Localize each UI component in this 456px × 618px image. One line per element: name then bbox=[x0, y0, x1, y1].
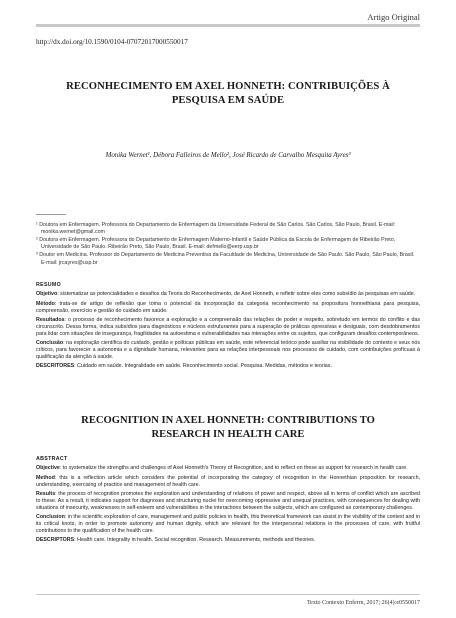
resumo-objetivo bbox=[36, 291, 420, 298]
abstract-method-label: Method bbox=[36, 474, 55, 481]
footnote-3: ³ Doutor em Medicina. Professor do Departamento de Medicina Preventiva da Faculdade de Medicina, Universidade de São Paulo. São Paulo, São Paulo, Brasil. E-mail: jrcayres@usp.br bbox=[36, 252, 415, 266]
abstract-results bbox=[36, 491, 420, 512]
title-english: RECOGNITION IN AXEL HONNETH: CONTRIBUTIONS TO RESEARCH IN HEALTH CARE bbox=[81, 415, 375, 440]
footnote-2: ² Doutora em Enfermagem. Professora do Departamento de Enfermagem Materno-Infantil e Saúde Pública da Escola de Enfermagem de Ribeirão Preto, Universidade de São Paulo. Ribeirão Preto, São Paulo, Brasil. E-mail: defmello@eerp.usp.br bbox=[36, 237, 396, 251]
journal-citation-footer: Texto Contexto Enferm, 2017; 26(4):e0550017 bbox=[306, 600, 420, 606]
footnote-1: ¹ Doutora em Enfermagem. Professora do Departamento de Enfermagem da Universidade Federal de São Carlos. São Carlos, São Paulo, Brasil. E-mail: monika.wernet@gmail.com bbox=[36, 222, 396, 236]
abstract-results-label: Results bbox=[36, 490, 56, 497]
resumo-resultados-text: : o processo de reconhecimento favorece a exploração e a compreensão das relações de poder e respeito, sobretudo em termos do conflito e das circunscrito. Dessa forma, indica subsídios para diagnósticos e núcleos estruturantes para a superação de práticas opressivas e desiguais, com desdobramentos para lidar com situações de insegurança, fragilidades na autoestima e vulnerabilidades nas interações entre os sujeitos, que configuram desafios contemporâneos. bbox=[36, 316, 420, 337]
abstract-objective-text: : to systematize the strengths and challenges of Axel Honneth's Theory of Recognition, and to reflect on these as support for research in health care. bbox=[59, 465, 408, 472]
resumo-descritores-text: : Cuidado em saúde. Integralidade em saúde. Reconhecimento social. Pesquisa. Medidas, métodos e teorias. bbox=[74, 362, 332, 369]
doi-link[interactable]: http://dx.doi.org/10.1590/0104-07072017000550017 bbox=[36, 38, 188, 46]
abstract-objective bbox=[36, 465, 420, 472]
resumo-resultados bbox=[36, 317, 420, 338]
resumo-conclusao bbox=[36, 340, 420, 361]
footnote-rule bbox=[36, 214, 66, 215]
resumo-metodo-label: Método bbox=[36, 300, 55, 307]
abstract-descriptors-text: : Health care. Integrality in health. Social recognition. Research. Measurements, methods and theories. bbox=[74, 536, 316, 543]
resumo-objetivo-label: Objetivo bbox=[36, 291, 58, 298]
abstract-method-text: : this is a reflection article which considers the potential of incorporating the category of recognition in the Honnethian proposition for research, understanding, exercising of practice and management of health care. bbox=[36, 474, 420, 488]
bottom-rule bbox=[36, 594, 420, 595]
article-type: Artigo Original bbox=[367, 12, 420, 22]
title-portuguese: RECONHECIMENTO EM AXEL HONNETH: CONTRIBUIÇÕES À PESQUISA EM SAÚDE bbox=[66, 81, 390, 106]
resumo-descritores-label: DESCRITORES bbox=[36, 362, 75, 369]
resumo-objetivo-text: : sistematizar as potencialidades e desafios da Teoria do Reconhecimento, de Axel Honneth, e refletir sobre eles como subsídio às pesquisas em saúde. bbox=[57, 291, 416, 298]
abstract-method bbox=[36, 475, 420, 489]
top-rule bbox=[36, 24, 420, 27]
abstract-results-text: : the process of recognition promotes the exploration and understanding of relations of power and respect, above all in terms of conflict which are ascribed to these. As a result, it indicates support for diagnoses and structuring nuclei for overcoming oppressive and unequal practices, with consequences for dealing with situations of insecurity, weaknesses in self-esteem and vulnerabilities in the interactions between the subjects, which are configured as contemporary challenges. bbox=[36, 490, 420, 511]
abstract-heading: ABSTRACT bbox=[36, 456, 68, 462]
resumo-section bbox=[36, 282, 420, 372]
resumo-metodo-text: : trata-se de artigo de reflexão que toma o potencial da incorporação da categoria reconhecimento na propositura honnethiana para pesquisa, compreensão, exercício e gestão do cuidado em saúde. bbox=[36, 300, 420, 314]
resumo-descritores bbox=[36, 363, 420, 370]
abstract-conclusion-text: : in the scientific exploration of care, management and public policies in health, this theoretical framework can assist in the visibility of the context and in its critical knots, in order to promote autonomy and human dignity, which are relevant for the interpersonal relations in the processes of care, with fruitful contributions to the qualification of the health care. bbox=[36, 513, 420, 534]
resumo-heading: RESUMO bbox=[36, 282, 62, 288]
abstract-objective-label: Objective bbox=[36, 465, 60, 472]
resumo-conclusao-label: Conclusão bbox=[36, 339, 64, 346]
resumo-conclusao-text: : na exploração científica do cuidado, gestão e políticas públicas em saúde, este referencial teórico pode auxiliar na visibilidade do contexto e seus nós críticos, para favorecer a autonomia e a dignidade humana, relevantes para as relações interpessoais nos processos de cuidado, com contribuições profícuas à qualificação da atenção à saúde. bbox=[36, 339, 420, 360]
resumo-resultados-label: Resultados bbox=[36, 316, 65, 323]
abstract-descriptors-label: DESCRIPTORS bbox=[36, 536, 75, 543]
abstract-section bbox=[36, 456, 420, 546]
abstract-descriptors bbox=[36, 537, 420, 544]
footnotes bbox=[36, 222, 420, 268]
authors: Monika Wernet¹, Débora Falleiros de Mello², José Ricardo de Carvalho Mesquita Ayres³ bbox=[105, 152, 351, 159]
abstract-conclusion bbox=[36, 514, 420, 535]
abstract-conclusion-label: Conclusion bbox=[36, 513, 65, 520]
resumo-metodo bbox=[36, 301, 420, 315]
